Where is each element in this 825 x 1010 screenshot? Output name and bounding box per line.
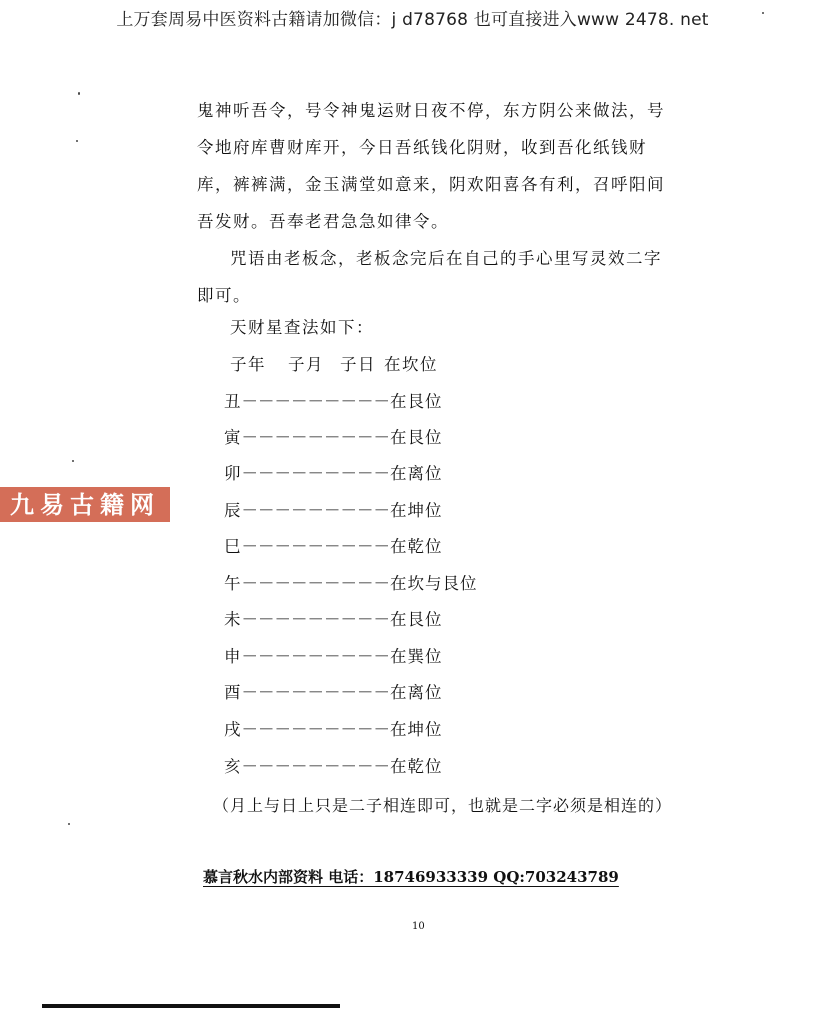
row-position: 在乾位: [390, 757, 443, 776]
row-position: 在巽位: [390, 647, 443, 666]
table-row: [224, 643, 443, 667]
page-number: 10: [412, 921, 425, 932]
scan-speck: [72, 460, 74, 462]
method-title: 天财星查法如下：: [230, 318, 374, 337]
table-header-day: 子日: [340, 355, 376, 374]
table-header-month: 子月: [288, 355, 324, 374]
row-branch: 酉: [224, 683, 242, 702]
row-position: 在艮位: [390, 428, 443, 447]
scan-speck: [762, 12, 764, 14]
table-row: [224, 460, 443, 484]
footnote: （月上与日上只是二子相连即可，也就是二字必须是相连的）: [213, 796, 673, 815]
row-position: 在离位: [390, 683, 443, 702]
row-position: 在坎与艮位: [390, 574, 478, 593]
row-dashes: －－－－－－－－－: [241, 683, 390, 702]
row-dashes: －－－－－－－－－: [241, 574, 390, 593]
row-dashes: －－－－－－－－－: [241, 537, 390, 556]
row-branch: 未: [224, 610, 242, 629]
row-position: 在乾位: [390, 537, 443, 556]
footer-contact: 慕言秋水内部资料 电话：18746933339 QQ:703243789: [203, 868, 619, 886]
row-branch: 辰: [224, 501, 242, 520]
row-dashes: －－－－－－－－－: [241, 464, 390, 483]
row-dashes: －－－－－－－－－: [241, 501, 390, 520]
scan-speck: [68, 823, 70, 825]
table-row: [224, 424, 443, 448]
table-header-year: 子年: [230, 355, 266, 374]
incantation-paragraph: 鬼神听吾令，号令神鬼运财日夜不停，东方阴公来做法，号令地府库曹财库开，今日吾纸钱化阴财，收到吾化纸钱财库，裤裤满，金玉满堂如意来，阴欢阳喜各有利，召呼阳间吾发财。吾奉老君急急如律令。: [197, 101, 665, 231]
table-row: [224, 388, 443, 412]
row-branch: 卯: [224, 464, 242, 483]
row-branch: 申: [224, 647, 242, 666]
row-dashes: －－－－－－－－－: [241, 428, 390, 447]
row-position: 在艮位: [390, 610, 443, 629]
row-dashes: －－－－－－－－－: [241, 647, 390, 666]
row-dashes: －－－－－－－－－: [241, 392, 390, 411]
row-branch: 午: [224, 574, 242, 593]
table-row: [224, 570, 478, 594]
row-dashes: －－－－－－－－－: [241, 720, 390, 739]
table-row: [224, 497, 443, 521]
table-row: [224, 533, 443, 557]
table-row: [224, 679, 443, 703]
instruction-paragraph: 咒语由老板念，老板念完后在自己的手心里写灵效二字即可。: [197, 249, 662, 305]
row-dashes: －－－－－－－－－: [241, 757, 390, 776]
scan-speck: [76, 140, 78, 142]
row-branch: 戌: [224, 720, 242, 739]
table-header-position: 在坎位: [384, 355, 438, 374]
scan-edge-line: [42, 1004, 340, 1008]
row-dashes: －－－－－－－－－: [241, 610, 390, 629]
row-position: 在艮位: [390, 392, 443, 411]
table-row: [224, 606, 443, 630]
watermark-logo: 九易古籍网: [0, 487, 170, 522]
row-branch: 亥: [224, 757, 242, 776]
table-row: [224, 753, 443, 777]
table-header: [230, 351, 438, 375]
row-position: 在坤位: [390, 720, 443, 739]
page-header: 上万套周易中医资料古籍请加微信：j d78768 也可直接进入www 2478. net: [116, 10, 709, 30]
table-row: [224, 716, 443, 740]
scan-speck: [78, 92, 80, 95]
row-position: 在离位: [390, 464, 443, 483]
row-branch: 巳: [224, 537, 242, 556]
row-branch: 寅: [224, 428, 242, 447]
row-position: 在坤位: [390, 501, 443, 520]
row-branch: 丑: [224, 392, 242, 411]
